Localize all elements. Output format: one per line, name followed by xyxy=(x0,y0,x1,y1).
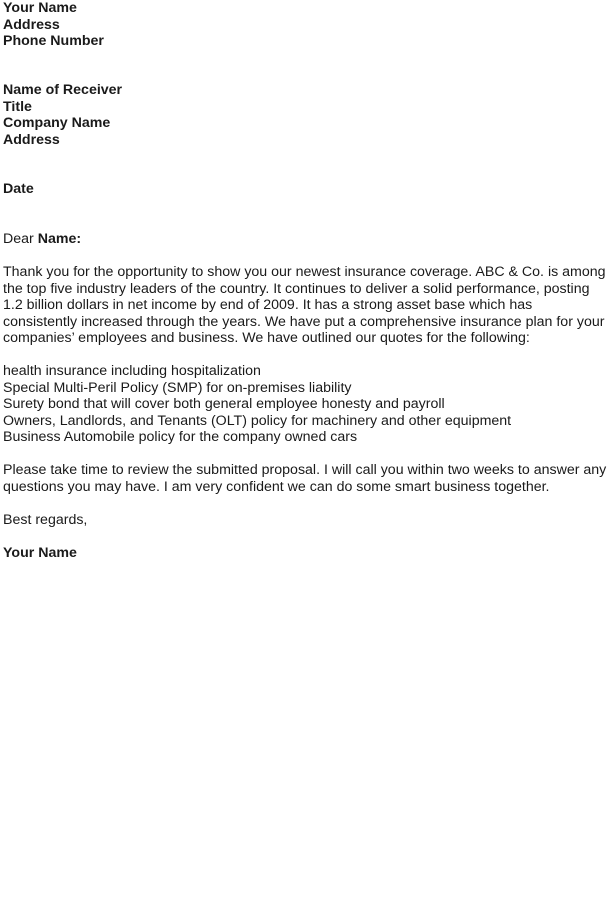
paragraph-line: Please take time to review the submitted proposal. I will call you within two weeks to answer any xyxy=(3,462,607,478)
salutation xyxy=(3,231,81,248)
paragraph-line: Thank you for the opportunity to show you our newest insurance coverage. ABC & Co. is among xyxy=(3,264,606,280)
receiver-address: Address xyxy=(3,131,60,148)
sender-address: Address xyxy=(3,16,60,33)
sender-block xyxy=(3,0,104,50)
signature-name: Your Name xyxy=(3,545,77,561)
receiver-title: Title xyxy=(3,98,32,115)
receiver-name: Name of Receiver xyxy=(3,82,123,98)
signature-block xyxy=(3,545,77,562)
list-item: Owners, Landlords, and Tenants (OLT) policy for machinery and other equipment xyxy=(3,412,512,429)
salutation-name: Name: xyxy=(37,231,82,247)
receiver-block xyxy=(3,82,122,148)
paragraph-line: consistently increased through the years. We have put a comprehensive insurance plan for your xyxy=(3,313,605,330)
list-item: Special Multi-Peril Policy (SMP) for on-premises liability xyxy=(3,379,352,396)
quote-list xyxy=(3,363,511,446)
paragraph-line: 1.2 billion dollars in net income by end of 2009. It has a strong asset base which has xyxy=(3,297,533,314)
letter-date: Date xyxy=(3,181,34,197)
paragraph-line: companies’ employees and business. We have outlined our quotes for the following: xyxy=(3,330,530,347)
sender-name: Your Name xyxy=(3,0,77,16)
closing-block xyxy=(3,512,87,529)
sender-phone: Phone Number xyxy=(3,33,104,50)
receiver-company: Company Name xyxy=(3,115,111,132)
salutation-prefix: Dear xyxy=(3,231,38,247)
paragraph-line: questions you may have. I am very confident we can do some smart business together. xyxy=(3,478,550,495)
list-item: Business Automobile policy for the company owned cars xyxy=(3,429,358,446)
list-item: Surety bond that will cover both general employee honesty and payroll xyxy=(3,396,445,413)
list-item: health insurance including hospitalization xyxy=(3,363,261,379)
paragraph-line: the top five industry leaders of the country. It continues to deliver a solid performance, posting xyxy=(3,280,590,297)
body-paragraph-2 xyxy=(3,462,606,495)
date-block xyxy=(3,181,34,198)
closing: Best regards, xyxy=(3,512,88,528)
body-paragraph-1 xyxy=(3,264,606,347)
